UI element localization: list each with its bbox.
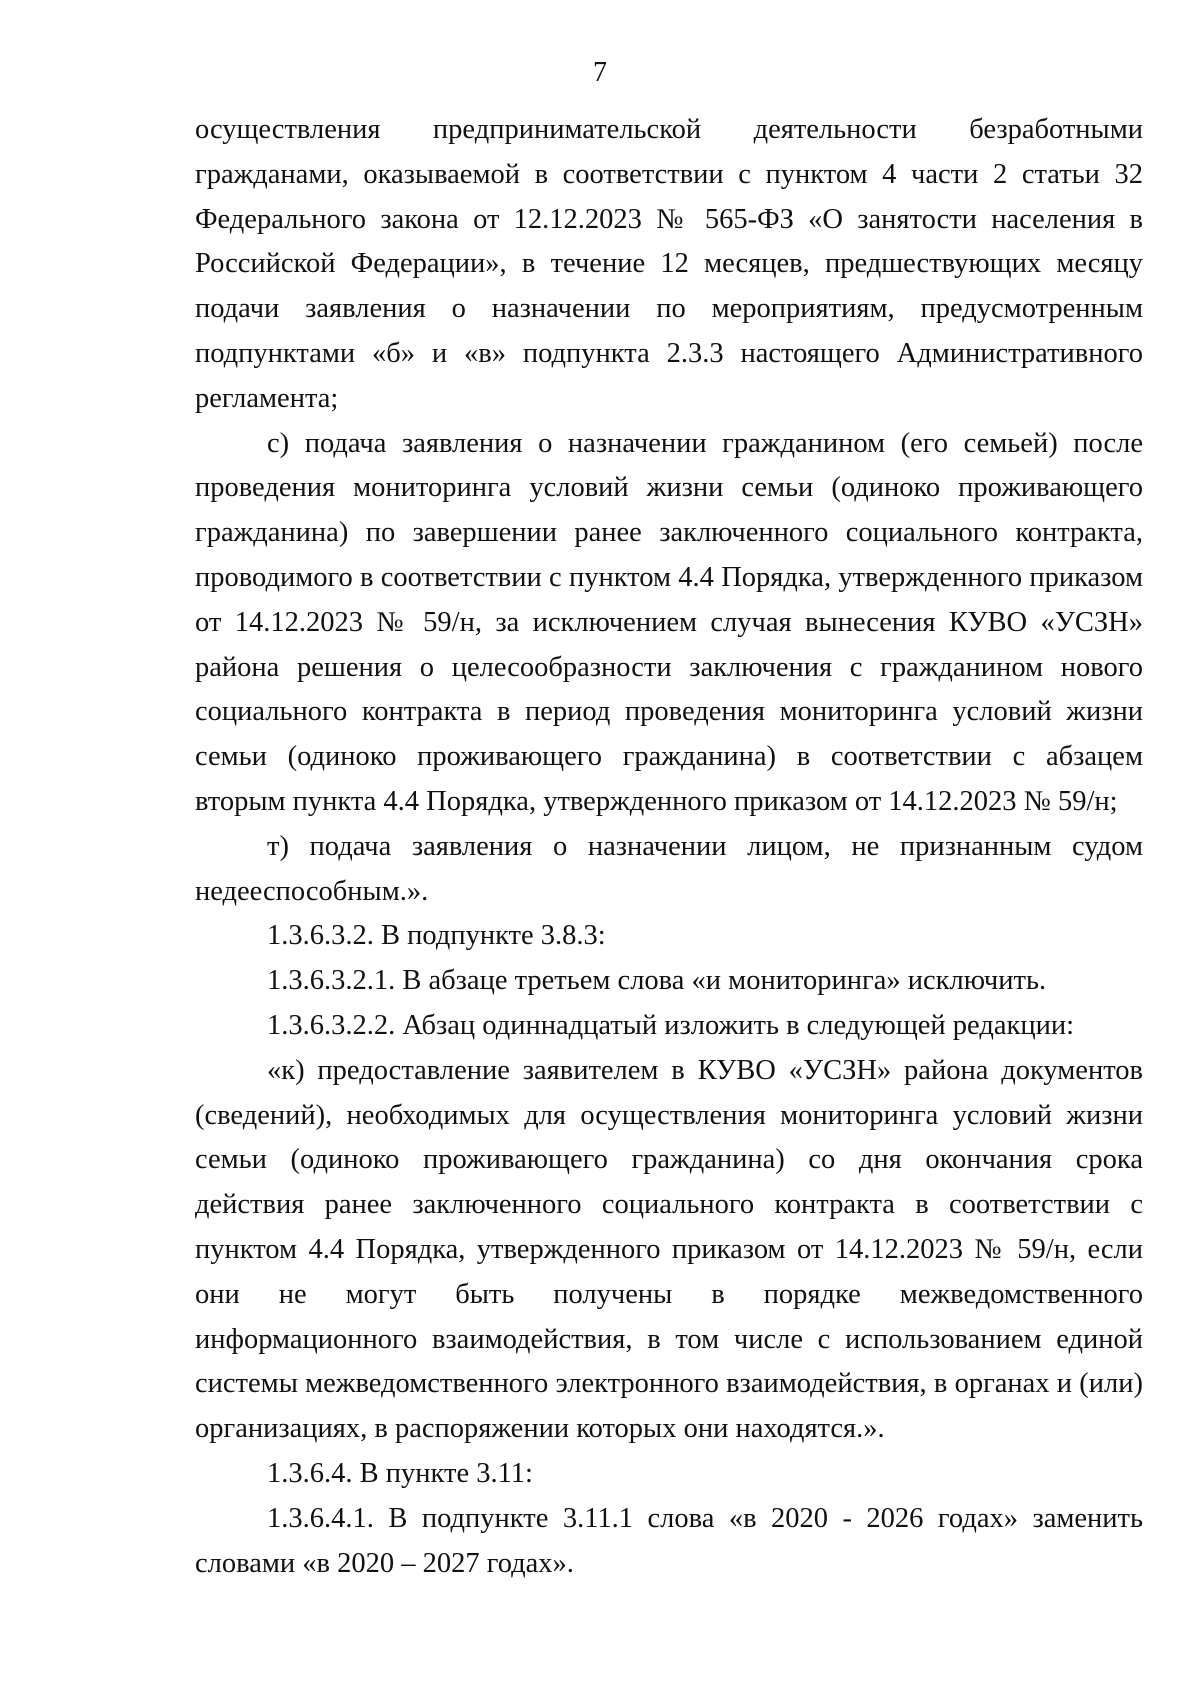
paragraph: «к) предоставление заявителем в КУВО «УСЗН» района документов (сведений), необходимых для осуществления мониторинга условий жизни семьи (одиноко проживающего гражданина) со дня окончания срока действия ранее заключенного социального контракта в соответствии с пунктом 4.4 Порядка, утвержденного приказом от 14.12.2023 № 59/н, если они не могут быть получены в порядке межведомственного информационного взаимодействия, в том числе с использованием единой системы межведомственного электронного взаимодействия, в органах и (или) организациях, в распоряжении которых они находятся.». <box>195 1054 1143 1445</box>
document-body <box>195 108 1143 1586</box>
paragraph: 1.3.6.3.2.1. В абзаце третьем слова «и мониторинга» исключить. <box>267 965 1047 997</box>
paragraph: 1.3.6.4. В пункте 3.11: <box>267 1457 533 1489</box>
page-number: 7 <box>593 57 607 88</box>
paragraph: с) подача заявления о назначении гражданином (его семьей) после проведения мониторинга условий жизни семьи (одиноко проживающего гражданина) по завершении ранее заключенного социального контракта, проводимого в соответствии с пунктом 4.4 Порядка, утвержденного приказом от 14.12.2023 № 59/н, за исключением случая вынесения КУВО «УСЗН» района решения о целесообразности заключения с гражданином нового социального контракта в период проведения мониторинга условий жизни семьи (одиноко проживающего гражданина) в соответствии с абзацем вторым пункта 4.4 Порядка, утвержденного приказом от 14.12.2023 № 59/н; <box>195 427 1143 817</box>
paragraph: 1.3.6.3.2. В подпункте 3.8.3: <box>267 920 606 952</box>
paragraph: 1.3.6.4.1. В подпункте 3.11.1 слова «в 2020 - 2026 годах» заменить словами «в 2020 – 2027 годах». <box>195 1502 1143 1579</box>
paragraph: т) подача заявления о назначении лицом, не признанным судом недееспособным.». <box>195 830 1143 907</box>
paragraph: осуществления предпринимательской деятельности безработными гражданами, оказываемой в соответствии с пунктом 4 части 2 статьи 32 Федерального закона от 12.12.2023 № 565-ФЗ «О занятости населения в Российской Федерации», в течение 12 месяцев, предшествующих месяцу подачи заявления о назначении по мероприятиям, предусмотренным подпунктами «б» и «в» подпункта 2.3.3 настоящего Административного регламента; <box>195 114 1143 414</box>
paragraph: 1.3.6.3.2.2. Абзац одиннадцатый изложить в следующей редакции: <box>267 1009 1075 1041</box>
